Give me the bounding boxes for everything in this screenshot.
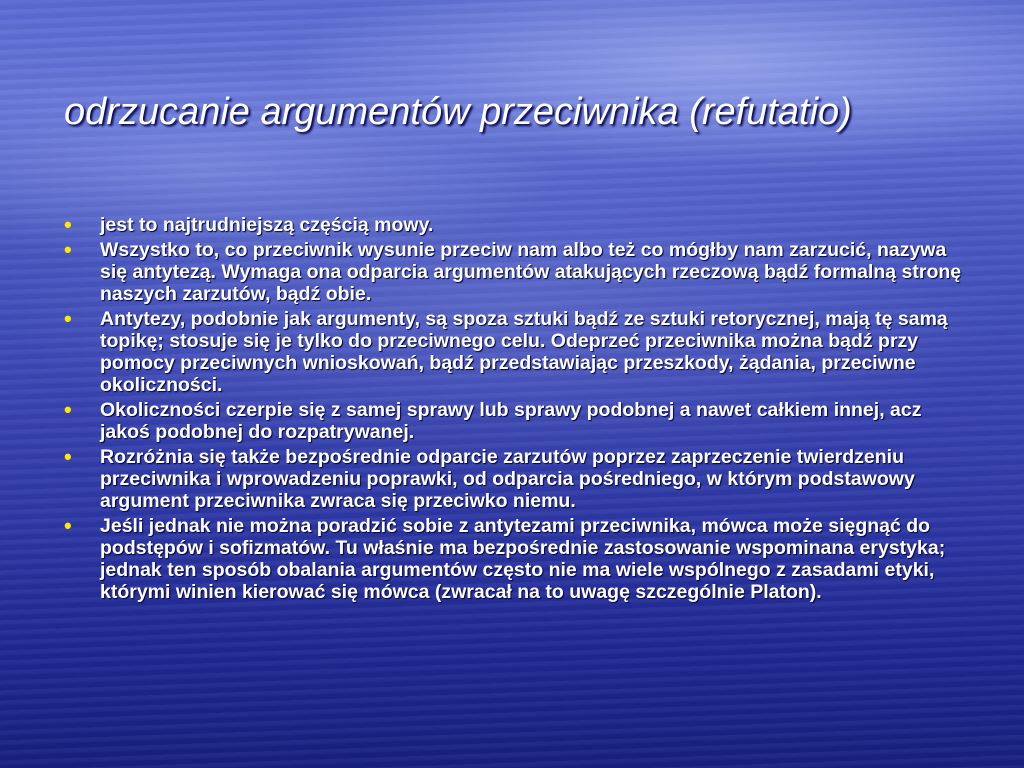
bullet-item	[64, 446, 964, 512]
bullet-text: Rozróżnia się także bezpośrednie odparcie zarzutów poprzez zaprzeczenie twierdzeniu przeciwnika i wprowadzeniu poprawki, od odparcia pośredniego, w którym podstawowy argument przeciwnika zwraca się przeciwko niemu.	[100, 446, 915, 512]
bullet-item	[64, 399, 964, 443]
bullet-item	[64, 239, 964, 305]
slide-title: odrzucanie argumentów przeciwnika (refutatio)	[64, 91, 852, 133]
bullet-icon: •	[64, 444, 72, 469]
bullet-item	[64, 214, 964, 236]
bullet-text: jest to najtrudniejszą częścią mowy.	[100, 214, 434, 236]
bullet-text: Antytezy, podobnie jak argumenty, są spoza sztuki bądź ze sztuki retorycznej, mają tę samą topikę; stosuje się je tylko do przeciwnego celu. Odeprzeć przeciwnika można bądź przy pomocy przeciwnych wnioskowań, bądź przedstawiając przeszkody, żądania, przeciwne okoliczności.	[100, 308, 948, 396]
bullet-icon: •	[64, 212, 72, 237]
bullet-text: Wszystko to, co przeciwnik wysunie przeciw nam albo też co mógłby nam zarzucić, nazywa się antytezą. Wymaga ona odparcia argumentów atakujących rzeczową bądź formalną stronę naszych zarzutów, bądź obie.	[100, 239, 962, 305]
bullet-list	[64, 214, 964, 606]
bullet-icon: •	[64, 397, 72, 422]
bullet-text: Jeśli jednak nie można poradzić sobie z antytezami przeciwnika, mówca może sięgnąć do podstępów i sofizmatów. Tu właśnie ma bezpośrednie zastosowanie wspominana erystyka; jednak ten sposób obalania argumentów często nie ma wiele wspólnego z zasadami etyki, którymi winien kierować się mówca (zwracał na to uwagę szczególnie Platon).	[100, 515, 946, 603]
bullet-text: Okoliczności czerpie się z samej sprawy lub sprawy podobnej a nawet całkiem innej, acz jakoś podobnej do rozpatrywanej.	[100, 399, 922, 443]
bullet-icon: •	[64, 513, 72, 538]
bullet-item	[64, 515, 964, 603]
bullet-icon: •	[64, 237, 72, 262]
bullet-icon: •	[64, 306, 72, 331]
bullet-item	[64, 308, 964, 396]
